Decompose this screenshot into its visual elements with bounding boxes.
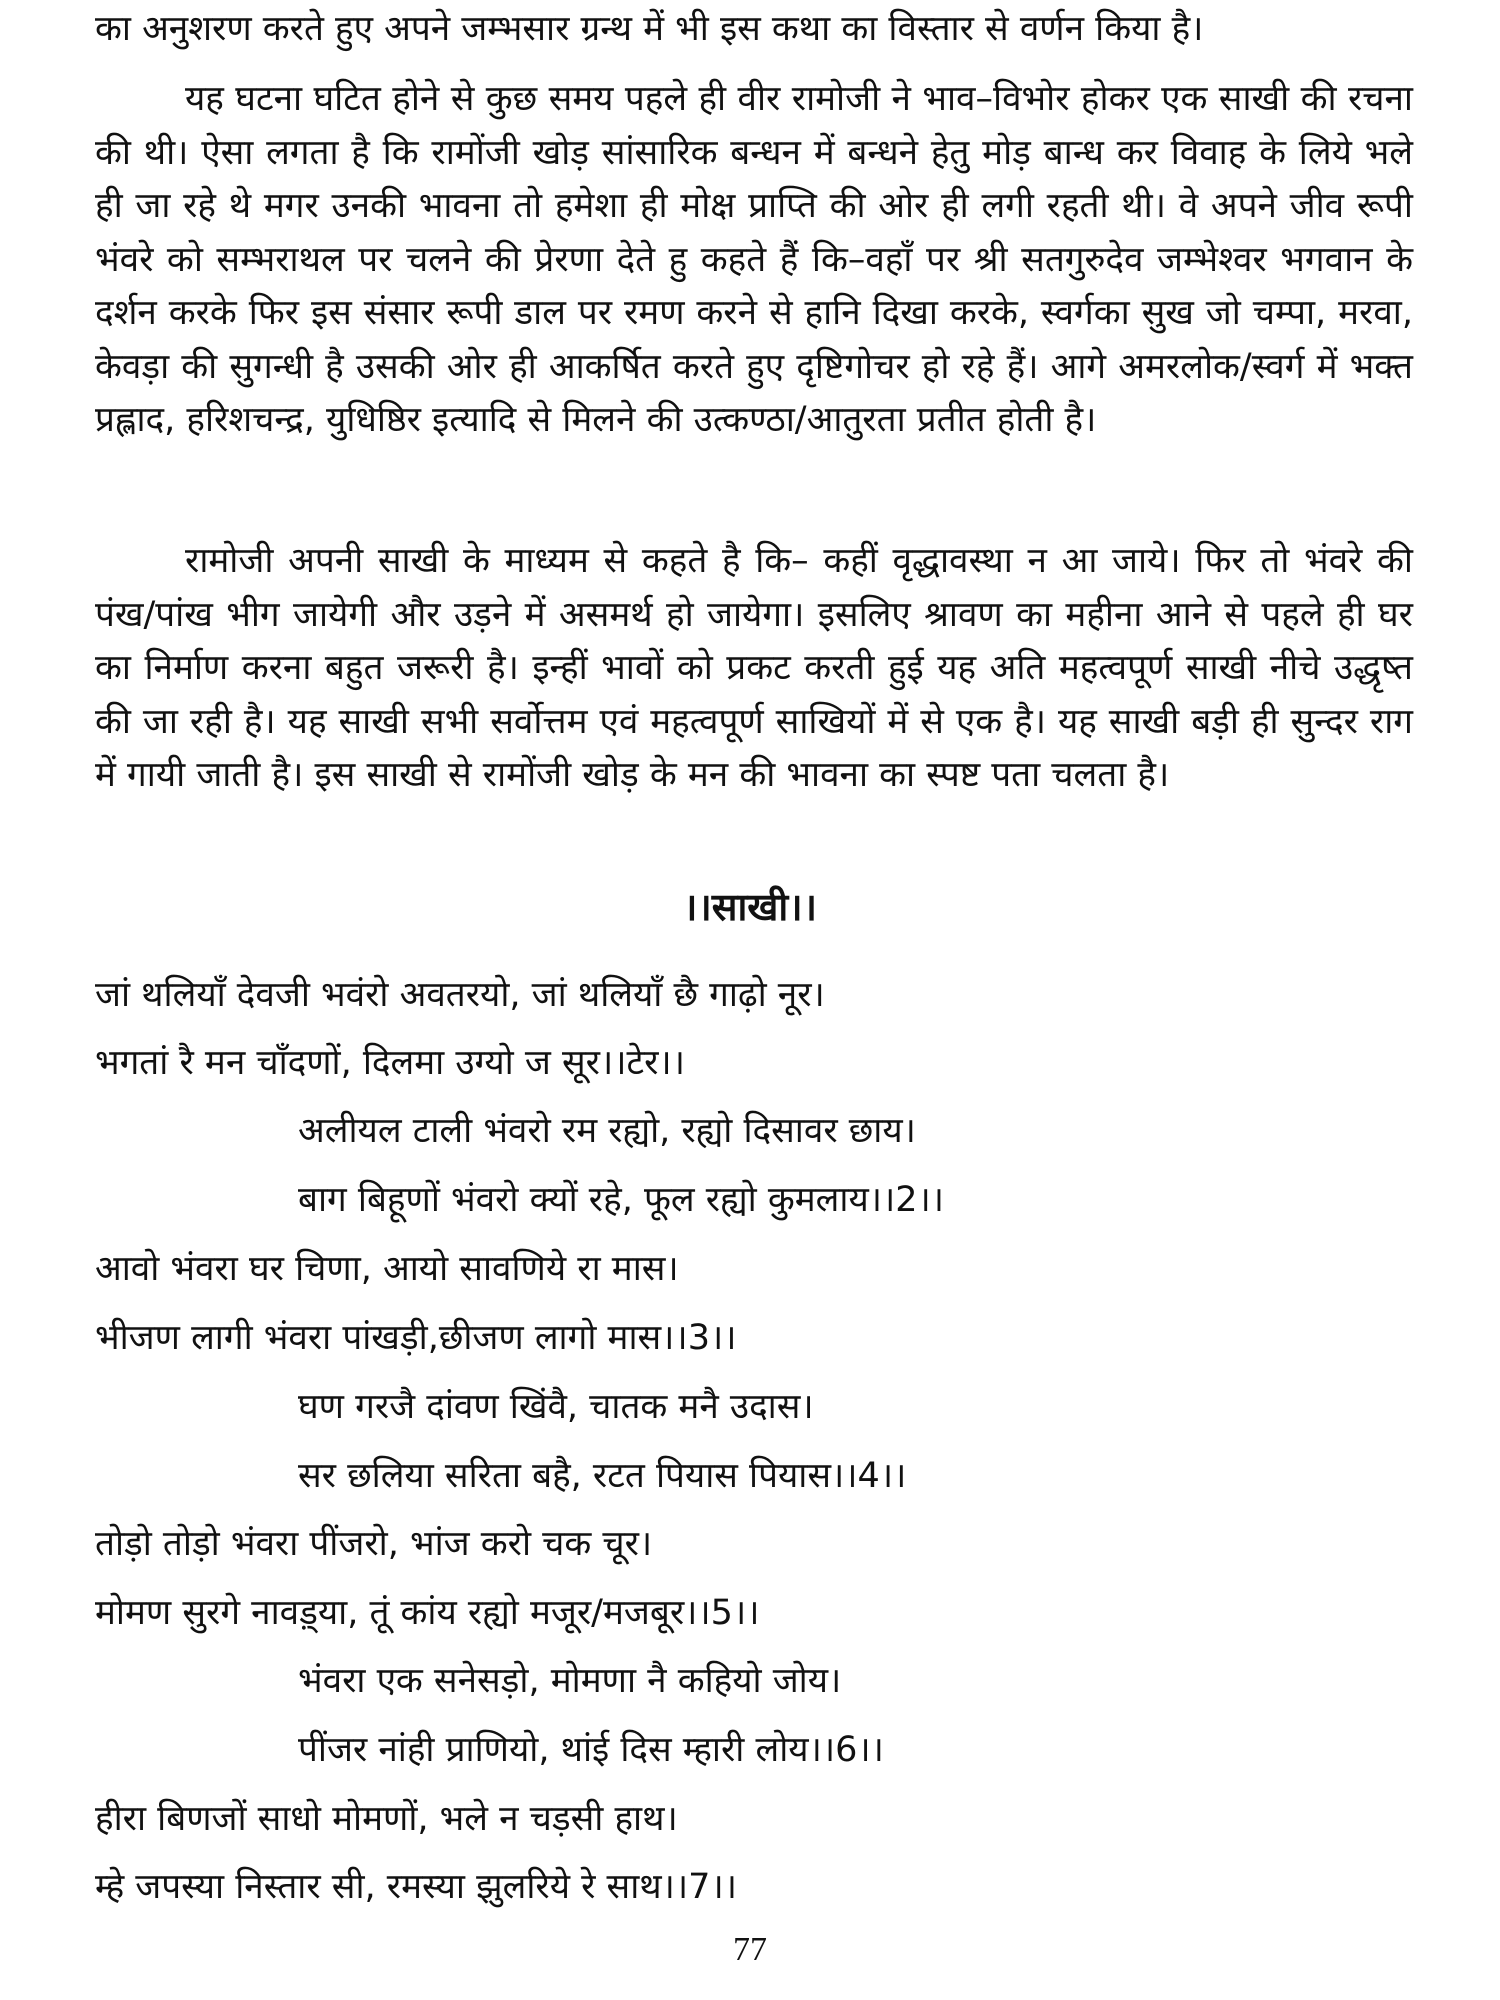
verse-line: पींजर नांही प्राणियो, थांई दिस म्हारी लोय।।6।। [298,1730,884,1770]
verse-line: सर छलिया सरिता बहै, रटत पियास पियास।।4।। [298,1456,907,1496]
page-number: 77 [733,1931,767,1968]
verse-line: अलीयल टाली भंवरो रम रह्यो, रह्यो दिसावर छाय। [298,1111,916,1151]
paragraph-ramoji-sakhi-composition: यह घटना घटित होने से कुछ समय पहले ही वीर रामोजी ने भाव–विभोर होकर एक साखी की रचना की थी। ऐसा लगता है कि रामोंजी खोड़ सांसारिक बन्धन में बन्धने हेतु मोड़ बान्ध कर विवाह के लिये भले ही जा रहे थे मगर उनकी भावना तो हमेशा ही मोक्ष प्राप्ति की ओर ही लगी रहती थी। वे अपने जीव रूपी भंवरे को सम्भराथल पर चलने की प्रेरणा देते हु कहते हैं कि–वहाँ पर श्री सतगुरुदेव जम्भेश्वर भगवान के दर्शन करके फिर इस संसार रूपी डाल पर रमण करने से हानि दिखा करके, स्वर्गका सुख जो चम्पा, मरवा, केवड़ा की सुगन्धी है उसकी ओर ही आकर्षित करते हुए दृष्टिगोचर हो रहे हैं। आगे अमरलोक/स्वर्ग में भक्त प्रह्लाद, हरिशचन्द्र, युधिष्ठिर इत्यादि से मिलने की उत्कण्ठा/आतुरता प्रतीत होती है। [95,79,1413,440]
verse-line: बाग बिहूणों भंवरो क्यों रहे, फूल रह्यो कुमलाय।।2।। [298,1180,945,1220]
verse-line: आवो भंवरा घर चिणा, आयो सावणिये रा मास। [95,1249,679,1289]
verse-line: तोड़ो तोड़ो भंवरा पींजरो, भांज करो चक चूर। [95,1524,653,1564]
verse-line: भीजण लागी भंवरा पांखड़ी,छीजण लागो मास।।3।। [95,1318,737,1358]
verse-line: म्हे जपस्या निस्तार सी, रमस्या झुलरिये रे साथ।।7।। [95,1867,737,1907]
verse-line: भगतां रै मन चाँदणों, दिलमा उग्यो ज सूर।।टेर।। [95,1043,685,1083]
verse-line: भंवरा एक सनेसड़ो, मोमणा नै कहियो जोय। [298,1661,842,1701]
sakhi-heading: ।।साखी।। [682,885,818,929]
verse-line: जां थलियाँ देवजी भवंरो अवतरयो, जां थलियाँ छै गाढ़ो नूर। [95,975,825,1015]
paragraph-sakhi-meaning: रामोजी अपनी साखी के माध्यम से कहते है कि– कहीं वृद्धावस्था न आ जाये। फिर तो भंवरे की पंख/पांख भीग जायेगी और उड़ने में असमर्थ हो जायेगा। इसलिए श्रावण का महीना आने से पहले ही घर का निर्माण करना बहुत जरूरी है। इन्हीं भावों को प्रकट करती हुई यह अति महत्वपूर्ण साखी नीचे उद्धृष्त की जा रही है। यह साखी सभी सर्वोत्तम एवं महत्वपूर्ण साखियों में से एक है। यह साखी बड़ी ही सुन्दर राग में गायी जाती है। इस साखी से रामोंजी खोड़ के मन की भावना का स्पष्ट पता चलता है। [95,541,1413,795]
verse-line: मोमण सुरगे नावड़्या, तूं कांय रह्यो मजूर/मजबूर।।5।। [95,1593,760,1633]
verse-line: हीरा बिणजों साधो मोमणों, भले न चड़सी हाथ। [95,1799,678,1839]
paragraph-continuation: का अनुशरण करते हुए अपने जम्भसार ग्रन्थ में भी इस कथा का विस्तार से वर्णन किया है। [95,9,1204,49]
verse-line: घण गरजै दांवण खिंवै, चातक मनै उदास। [298,1387,814,1427]
